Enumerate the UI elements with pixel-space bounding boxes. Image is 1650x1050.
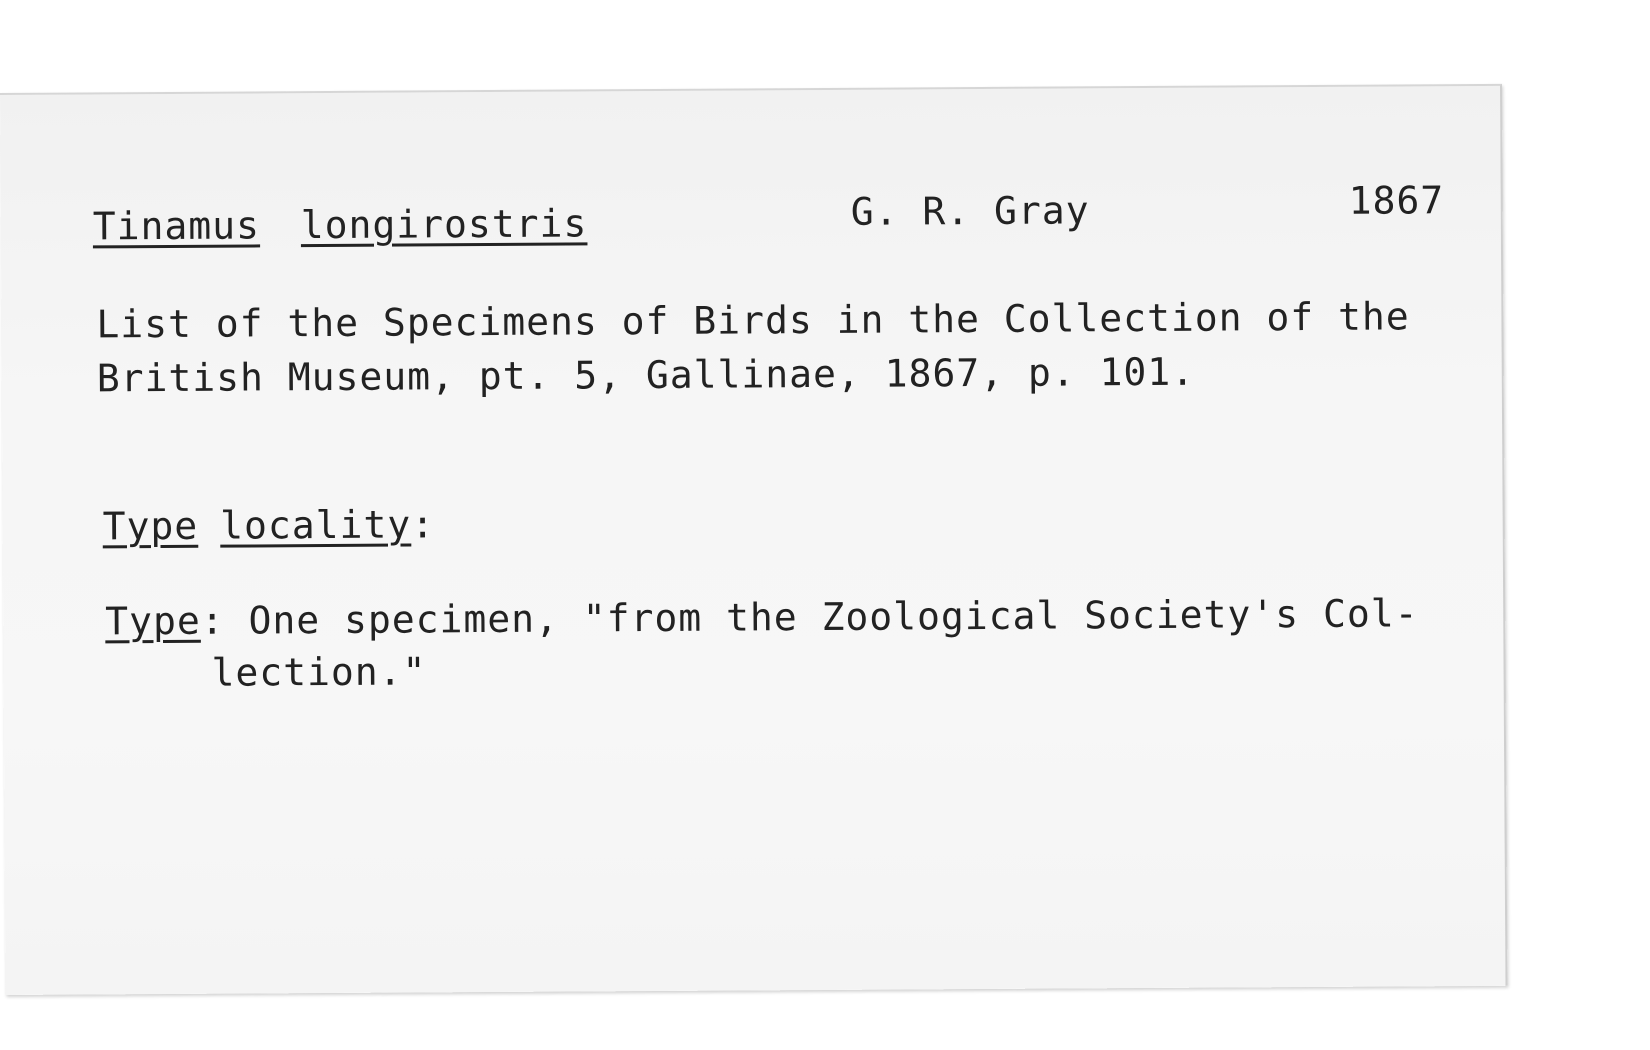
species-genus: Tinamus [92, 203, 261, 249]
type-line-1 [105, 591, 1419, 643]
description-year: 1867 [1348, 178, 1445, 223]
type-locality-heading [103, 502, 436, 548]
type-locality-colon: : [411, 502, 436, 547]
reference-line-1: List of the Specimens of Birds in the Collection of the [96, 294, 1410, 347]
type-locality-word2: locality [220, 502, 412, 548]
type-text-line-2: lection." [211, 649, 427, 695]
species-author: G. R. Gray [850, 188, 1090, 234]
catalog-card [0, 84, 1507, 995]
type-locality-word1: Type [102, 503, 199, 549]
type-label: Type [105, 598, 201, 644]
species-epithet: longirostris [300, 201, 588, 248]
reference-line-2: British Museum, pt. 5, Gallinae, 1867, p. 101. [96, 349, 1196, 401]
type-text-line-1: : One specimen, "from the Zoological Society's Col- [200, 591, 1419, 643]
